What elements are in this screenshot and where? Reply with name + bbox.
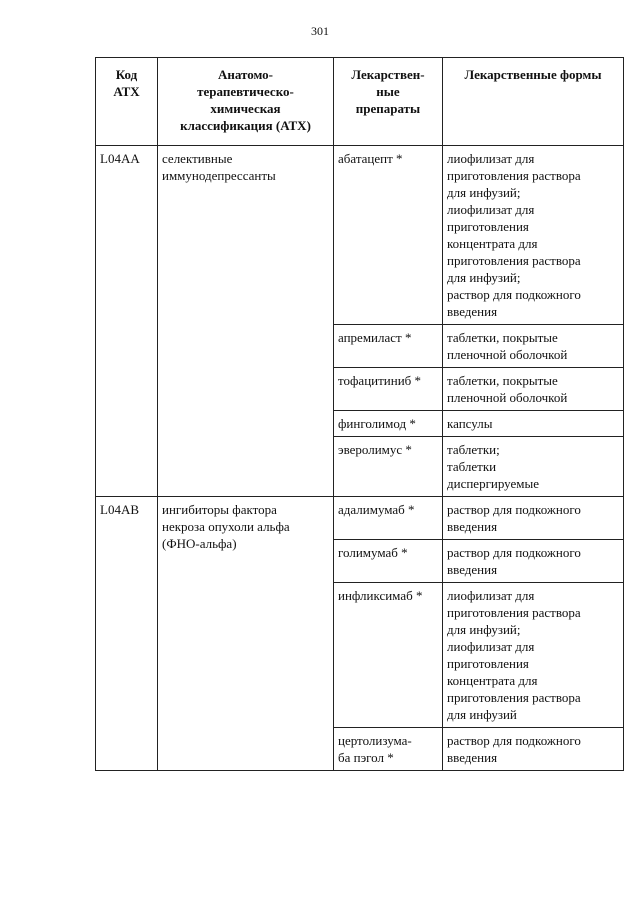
drug-name-cell: тофацитиниб * <box>334 368 443 411</box>
drug-name-cell: инфликсимаб * <box>334 583 443 728</box>
atc-code-cell: L04AB <box>96 497 158 771</box>
drug-name-cell: абатацепт * <box>334 146 443 325</box>
dosage-forms-cell: раствор для подкожного введения <box>443 540 624 583</box>
dosage-forms-cell: раствор для подкожного введения <box>443 497 624 540</box>
drug-name-cell: эверолимус * <box>334 437 443 497</box>
drug-name-cell: голимумаб * <box>334 540 443 583</box>
dosage-forms-cell: капсулы <box>443 411 624 437</box>
drug-name-cell: адалимумаб * <box>334 497 443 540</box>
header-atc-code: Код АТХ <box>96 58 158 146</box>
dosage-forms-cell: лиофилизат для приготовления раствора для инфузий; лиофилизат для приготовления концентрата для приготовления раствора для инфузий; раствор для подкожного введения <box>443 146 624 325</box>
header-forms: Лекарственные формы <box>443 58 624 146</box>
dosage-forms-cell: таблетки, покрытые пленочной оболочкой <box>443 368 624 411</box>
classification-cell: селективные иммунодепрессанты <box>158 146 334 497</box>
drug-name-cell: цертолизума- ба пэгол * <box>334 728 443 771</box>
table-row <box>96 146 624 325</box>
dosage-forms-cell: таблетки, покрытые пленочной оболочкой <box>443 325 624 368</box>
atc-table <box>95 57 624 771</box>
classification-cell: ингибиторы фактора некроза опухоли альфа (ФНО-альфа) <box>158 497 334 771</box>
header-classification: Анатомо- терапевтическо- химическая классификация (АТХ) <box>158 58 334 146</box>
table-header-row <box>96 58 624 146</box>
dosage-forms-cell: таблетки; таблетки диспергируемые <box>443 437 624 497</box>
drug-name-cell: финголимод * <box>334 411 443 437</box>
page-number: 301 <box>311 24 329 38</box>
dosage-forms-cell: лиофилизат для приготовления раствора для инфузий; лиофилизат для приготовления концентрата для приготовления раствора для инфузий <box>443 583 624 728</box>
header-drugs: Лекарствен- ные препараты <box>334 58 443 146</box>
drug-name-cell: апремиласт * <box>334 325 443 368</box>
atc-code-cell: L04AA <box>96 146 158 497</box>
dosage-forms-cell: раствор для подкожного введения <box>443 728 624 771</box>
table-row <box>96 497 624 540</box>
